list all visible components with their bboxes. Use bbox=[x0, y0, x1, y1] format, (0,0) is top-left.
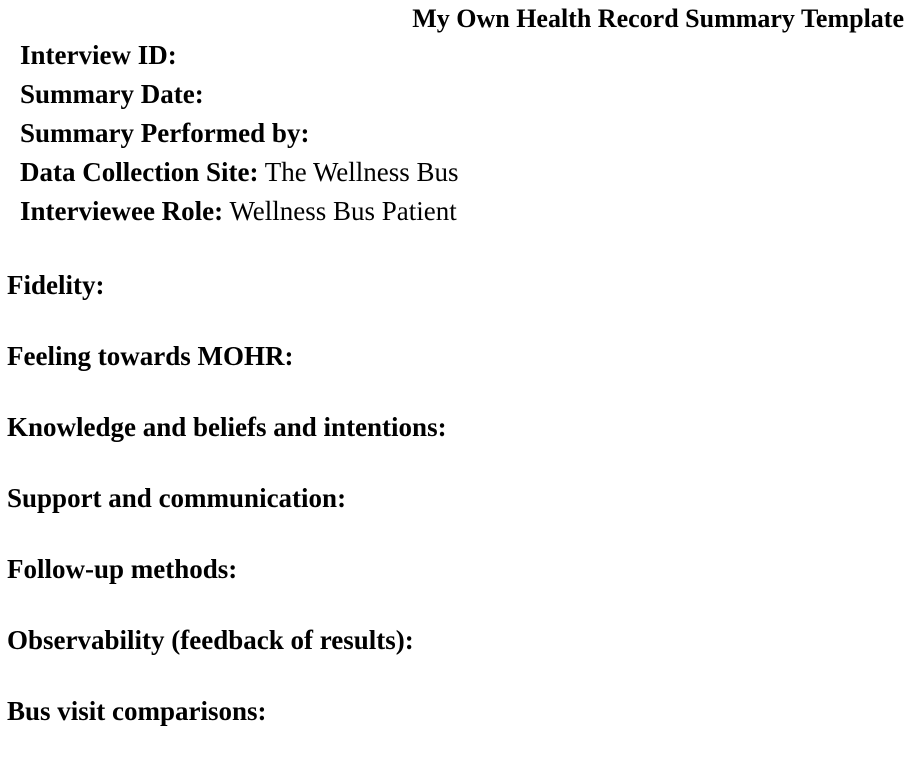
section-heading-knowledge-beliefs-intentions: Knowledge and beliefs and intentions: bbox=[7, 412, 447, 442]
field-label: Summary Date: bbox=[20, 79, 204, 109]
section-heading-support-communication: Support and communication: bbox=[7, 483, 347, 513]
field-data-collection-site bbox=[20, 153, 459, 192]
field-label: Summary Performed by: bbox=[20, 118, 310, 148]
field-label: Interview ID: bbox=[20, 40, 177, 70]
field-value: The Wellness Bus bbox=[264, 157, 459, 187]
section-heading-fidelity: Fidelity: bbox=[7, 270, 105, 300]
field-interview-id bbox=[20, 36, 459, 75]
field-summary-date bbox=[20, 75, 459, 114]
field-interviewee-role bbox=[20, 192, 459, 231]
section-heading-bus-visit-comparisons: Bus visit comparisons: bbox=[7, 696, 267, 726]
section-heading-observability: Observability (feedback of results): bbox=[7, 625, 414, 655]
section-heading-follow-up-methods: Follow-up methods: bbox=[7, 554, 238, 584]
field-value: Wellness Bus Patient bbox=[229, 196, 457, 226]
field-label: Data Collection Site: bbox=[20, 157, 259, 187]
header-fields bbox=[20, 36, 459, 231]
field-label: Interviewee Role: bbox=[20, 196, 224, 226]
section-heading-feeling-towards-mohr: Feeling towards MOHR: bbox=[7, 341, 294, 371]
field-summary-performed-by bbox=[20, 114, 459, 153]
summary-sections bbox=[7, 266, 447, 763]
document-title: My Own Health Record Summary Template bbox=[412, 4, 904, 33]
